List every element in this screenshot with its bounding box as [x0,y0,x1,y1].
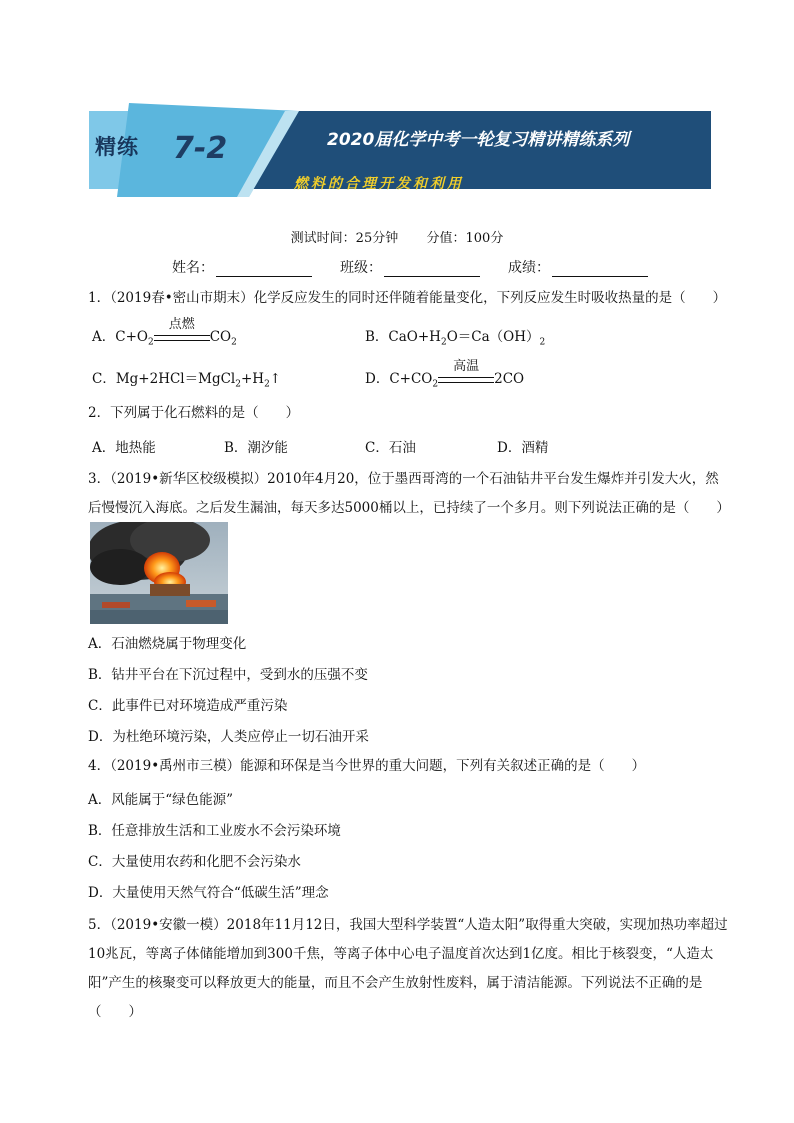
question-source: （2019•安徽一模） [110,917,227,933]
test-meta [0,227,794,246]
q1-option-c: C．$Mg+2HCl=MgCl_2+H_2↑$ [92,371,282,390]
question-number: 1． [88,290,111,306]
test-score: 分值：100分 [426,231,504,246]
q4-option-a: A．风能属于“绿色能源” [88,792,234,808]
q1-option-d: D．$C+CO_2$ 高温 2CO [365,359,525,390]
grade-blank[interactable] [552,262,648,277]
question-number: 4． [88,758,111,774]
q4-option-c: C．大量使用农药和化肥不会污染水 [88,854,301,870]
question-3 [88,465,728,523]
q2-option-d: D．酒精 [497,440,549,456]
test-time: 测试时间：25分钟 [290,231,399,246]
q1-option-b: B．$CaO+H_2O=Ca(OH)_2$ [365,329,546,348]
q3-option-b: B．钻井平台在下沉过程中，受到水的压强不变 [88,667,368,683]
q1-option-a: A．$C+O_2$ 点燃 $CO_2$ [92,317,237,348]
q2-option-a: A．地热能 [92,440,156,456]
banner-series-title: 2020届化学中考一轮复习精讲精练系列 [327,130,630,150]
question-5 [88,911,728,1027]
student-fields [172,257,692,277]
q4-option-b: B．任意排放生活和工业废水不会污染环境 [88,823,341,839]
banner-topic: 燃料的合理开发和利用 [294,176,464,192]
condition-mark: 高温 [438,369,494,383]
question-stem: 化学反应发生的同时还伴随着能量变化，下列反应发生时吸收热量的是（ ） [253,290,727,306]
question-stem: 2010年4月20，位于墨西哥湾的一个石油钻井平台发生爆炸并引发大火，然后慢慢沉入海底。之后发生漏油，每天多达5000桶以上，已持续了一个多月。则下列说法正确的是（ ） [88,471,730,516]
oil-rig-fire-photo [90,522,228,624]
q3-option-d: D．为杜绝环境污染，人类应停止一切石油开采 [88,729,369,745]
name-field[interactable]: 姓名： [172,257,312,277]
question-stem: 能源和环保是当今世界的重大问题，下列有关叙述正确的是（ ） [240,758,646,774]
question-source: （2019春•密山市期末） [110,290,254,306]
class-field[interactable]: 班级： [340,257,480,277]
grade-field[interactable]: 成绩： [508,257,648,277]
question-stem: 下列属于化石燃料的是（ ） [110,405,300,421]
question-number: 5． [88,917,111,933]
banner-label: 精练 [95,135,139,159]
header-banner [89,103,711,197]
question-number: 2． [88,405,111,421]
name-blank[interactable] [216,262,312,277]
question-stem: 2018年11月12日，我国大型科学装置“人造太阳”取得重大突破，实现加热功率超过10兆瓦，等离子体储能增加到300千焦，等离子体中心电子温度首次达到1亿度。相比于核裂变，“人造太阳”产生的核聚变可以释放更大的能量，而且不会产生放射性废料，属于清洁能源。下列说法不正确的是（ ） [88,917,728,1020]
question-number: 3． [88,471,111,487]
question-4 [88,756,728,776]
q3-option-c: C．此事件已对环境造成严重污染 [88,698,288,714]
q2-option-c: C．石油 [365,440,416,456]
q3-option-a: A．石油燃烧属于物理变化 [88,636,247,652]
q4-option-d: D．大量使用天然气符合“低碳生活”理念 [88,885,329,901]
question-source: （2019•禹州市三模） [110,758,241,774]
question-source: （2019•新华区校级模拟） [110,471,268,487]
class-blank[interactable] [384,262,480,277]
condition-mark: 点燃 [154,327,210,341]
banner-number: 7-2 [173,131,228,166]
q2-option-b: B．潮汐能 [224,440,288,456]
question-2 [88,403,728,423]
question-1 [88,288,728,308]
